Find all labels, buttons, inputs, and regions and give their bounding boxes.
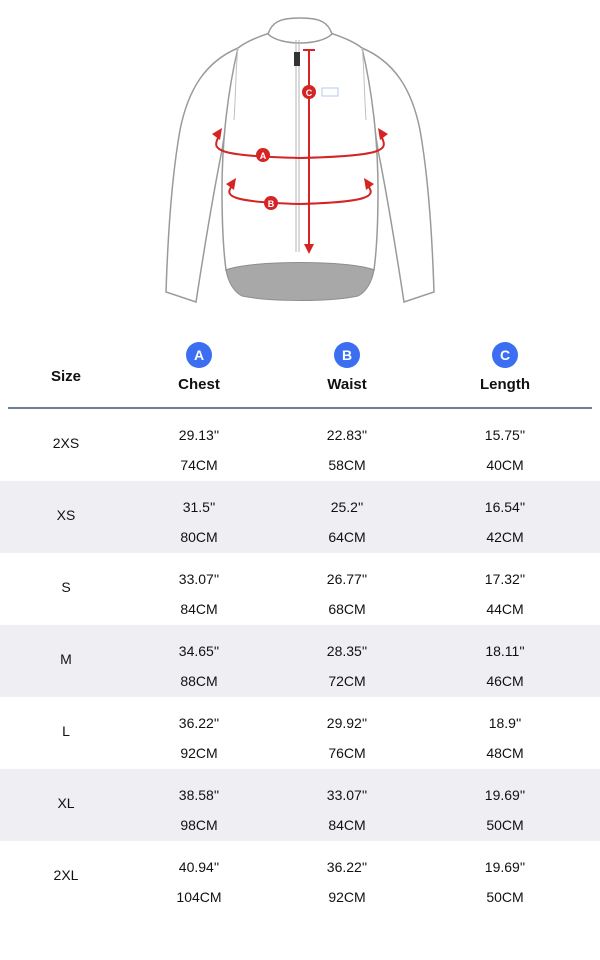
length-cm: 44CM xyxy=(486,601,524,617)
length-cm: 40CM xyxy=(486,457,524,473)
chest-label: Chest xyxy=(178,376,220,393)
length-cm: 50CM xyxy=(486,889,524,905)
length-inch: 16.54'' xyxy=(484,499,526,515)
waist-cm: 64CM xyxy=(328,529,366,545)
chest-inch: 38.58'' xyxy=(178,787,220,803)
length-column-header xyxy=(425,332,585,393)
chest-inch: 33.07'' xyxy=(178,571,220,587)
size-column-header: Size xyxy=(50,368,81,385)
waist-inch: 33.07'' xyxy=(326,787,368,803)
size-cell: L xyxy=(62,723,70,739)
waist-cm: 72CM xyxy=(328,673,366,689)
jacket-illustration xyxy=(0,0,600,320)
waist-inch: 22.83'' xyxy=(326,427,368,443)
length-label: Length xyxy=(480,376,530,393)
waist-cm: 92CM xyxy=(328,889,366,905)
waist-cm: 58CM xyxy=(328,457,366,473)
waist-inch: 26.77'' xyxy=(326,571,368,587)
marker-a-label: A xyxy=(259,151,267,161)
chest-inch: 31.5'' xyxy=(182,499,216,515)
marker-a xyxy=(256,148,270,162)
waist-inch: 28.35'' xyxy=(326,643,368,659)
chest-column-header xyxy=(119,332,279,393)
length-inch: 15.75'' xyxy=(484,427,526,443)
waist-cm: 84CM xyxy=(328,817,366,833)
marker-c xyxy=(302,85,316,99)
length-cm: 46CM xyxy=(486,673,524,689)
size-cell: 2XL xyxy=(53,867,79,883)
chest-inch: 29.13'' xyxy=(178,427,220,443)
marker-b xyxy=(264,196,278,210)
table-row xyxy=(0,841,600,913)
length-cm: 48CM xyxy=(486,745,524,761)
chest-badge: A xyxy=(186,342,212,368)
chest-cm: 98CM xyxy=(180,817,218,833)
size-cell: XS xyxy=(56,507,76,523)
chest-inch: 36.22'' xyxy=(178,715,220,731)
waist-inch: 36.22'' xyxy=(326,859,368,875)
marker-c-label: C xyxy=(305,88,313,98)
size-cell: 2XS xyxy=(52,435,80,451)
waist-inch: 29.92'' xyxy=(326,715,368,731)
chest-cm: 88CM xyxy=(180,673,218,689)
length-inch: 19.69'' xyxy=(484,787,526,803)
chest-cm: 104CM xyxy=(176,889,222,905)
table-row xyxy=(0,625,600,697)
size-cell: XL xyxy=(57,795,75,811)
table-row xyxy=(0,481,600,553)
table-row xyxy=(0,697,600,769)
waist-cm: 68CM xyxy=(328,601,366,617)
length-inch: 17.32'' xyxy=(484,571,526,587)
length-inch: 19.69'' xyxy=(484,859,526,875)
chest-cm: 84CM xyxy=(180,601,218,617)
table-header xyxy=(0,332,600,408)
chest-cm: 74CM xyxy=(180,457,218,473)
waist-cm: 76CM xyxy=(328,745,366,761)
length-cm: 42CM xyxy=(486,529,524,545)
table-row xyxy=(0,553,600,625)
length-cm: 50CM xyxy=(486,817,524,833)
chest-cm: 92CM xyxy=(180,745,218,761)
waist-column-header xyxy=(267,332,427,393)
length-inch: 18.11'' xyxy=(485,643,525,659)
table-row xyxy=(0,409,600,481)
waist-label: Waist xyxy=(327,376,367,393)
chest-inch: 34.65'' xyxy=(178,643,220,659)
waist-inch: 25.2'' xyxy=(330,499,364,515)
size-cell: S xyxy=(61,579,71,595)
length-badge: C xyxy=(492,342,518,368)
chest-inch: 40.94'' xyxy=(178,859,220,875)
size-table xyxy=(0,409,600,913)
table-row xyxy=(0,769,600,841)
chest-cm: 80CM xyxy=(180,529,218,545)
size-cell: M xyxy=(60,651,72,667)
waist-badge: B xyxy=(334,342,360,368)
marker-b-label: B xyxy=(267,199,275,209)
length-inch: 18.9'' xyxy=(488,715,522,731)
